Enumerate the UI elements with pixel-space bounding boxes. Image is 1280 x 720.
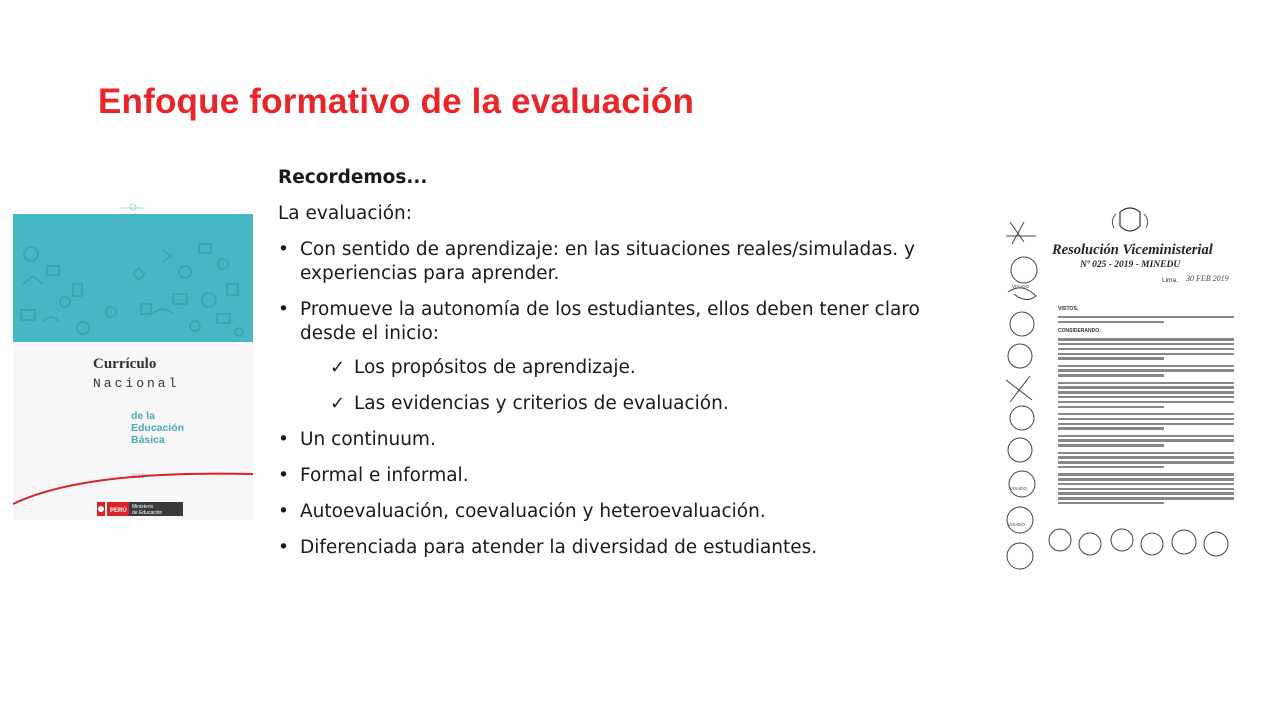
seal-icon [1079, 533, 1101, 555]
doc-paragraph [1058, 435, 1234, 447]
bullet-text: Autoevaluación, coevaluación y heteroevaluación. [300, 501, 766, 522]
seal-icon [1010, 406, 1034, 430]
cover-subtitle: Nacional [93, 376, 180, 391]
check-item [300, 356, 978, 380]
seal-icon [1011, 257, 1037, 283]
bullet-item [278, 536, 978, 560]
visado-stamp-text: VISADO [1012, 284, 1030, 289]
check-icon: ✓ [330, 393, 346, 414]
content-block [278, 166, 978, 572]
visado-stamp-text: VISADO [1008, 522, 1026, 527]
cover-year: 2016 [131, 474, 145, 480]
document-date: 30 FEB 2019 [1186, 274, 1229, 283]
cover-title: Currículo [93, 356, 157, 372]
doc-paragraph [1058, 473, 1234, 504]
doc-paragraph [1058, 365, 1234, 377]
bullet-text: Promueve la autonomía de los estudiantes, ellos deben tener claro desde el inicio: [300, 299, 920, 344]
cover-doodle-pattern [13, 214, 253, 342]
seal-icon [1008, 438, 1032, 462]
cover-top-strip [13, 196, 253, 214]
seal-icon [1204, 532, 1228, 556]
doc-paragraph [1058, 413, 1234, 430]
seal-icon [1009, 471, 1035, 497]
document-vistos: VISTOS, [1058, 306, 1079, 312]
seal-icon [1008, 344, 1032, 368]
check-icon: ✓ [330, 357, 346, 378]
seal-icon [1172, 530, 1196, 554]
bullet-list [278, 238, 978, 560]
cover-ornament-icon [13, 196, 253, 214]
seal-icon [1141, 533, 1163, 555]
logo-peru-text: PERÚ [110, 508, 127, 514]
curriculo-cover-image [13, 196, 253, 520]
document-place: Lima, [1162, 277, 1178, 284]
check-text: Los propósitos de aprendizaje. [354, 357, 636, 378]
check-text: Las evidencias y criterios de evaluación. [354, 393, 729, 414]
signature-mark [1006, 222, 1036, 244]
logo-ministry-text: de Educación [132, 510, 163, 516]
seal-icon [1111, 529, 1133, 551]
bullet-item [278, 500, 978, 524]
document-considerando: CONSIDERANDO: [1058, 328, 1101, 335]
bullet-item [278, 464, 978, 488]
content-intro: La evaluación: [278, 203, 412, 224]
document-title: Resolución Viceministerial [1052, 242, 1213, 258]
doc-paragraph [1058, 452, 1234, 469]
bullet-text: Con sentido de aprendizaje: en las situaciones reales/simuladas. y experiencias para aprender. [300, 239, 915, 284]
visado-stamp-text: VISADO [1010, 486, 1028, 491]
bullet-text: Un continuum. [300, 429, 436, 450]
signature-mark [1006, 376, 1032, 402]
bullet-item [278, 428, 978, 452]
cover-edu-line: Educación [131, 422, 185, 434]
seal-icon [1007, 543, 1033, 569]
cover-edu-text [131, 410, 211, 446]
logo-ministry-text: Ministerio [132, 504, 154, 510]
bullet-item [278, 298, 978, 416]
peru-emblem-icon [1112, 208, 1147, 231]
signature-mark [1008, 288, 1036, 300]
cover-edu-line: Básica [131, 434, 165, 446]
resolution-document-image [990, 200, 1240, 582]
seal-icon [1010, 312, 1034, 336]
ministry-logo [97, 501, 197, 519]
doc-paragraph [1058, 338, 1234, 360]
doc-paragraph [1058, 382, 1234, 408]
bullet-text: Formal e informal. [300, 465, 469, 486]
bullet-item [278, 238, 978, 286]
bullet-text: Diferenciada para atender la diversidad de estudiantes. [300, 537, 818, 558]
check-list [300, 356, 978, 416]
seal-icon [1007, 507, 1033, 533]
seal-icon [1049, 529, 1071, 551]
document-body-text [1058, 316, 1234, 509]
doc-paragraph [1058, 316, 1234, 323]
cover-edu-line: de la [131, 410, 155, 422]
check-item [300, 392, 978, 416]
document-number: Nº 025 - 2019 - MINEDU [1080, 260, 1181, 270]
slide-title: Enfoque formativo de la evaluación [98, 82, 695, 121]
content-heading: Recordemos... [278, 167, 428, 188]
